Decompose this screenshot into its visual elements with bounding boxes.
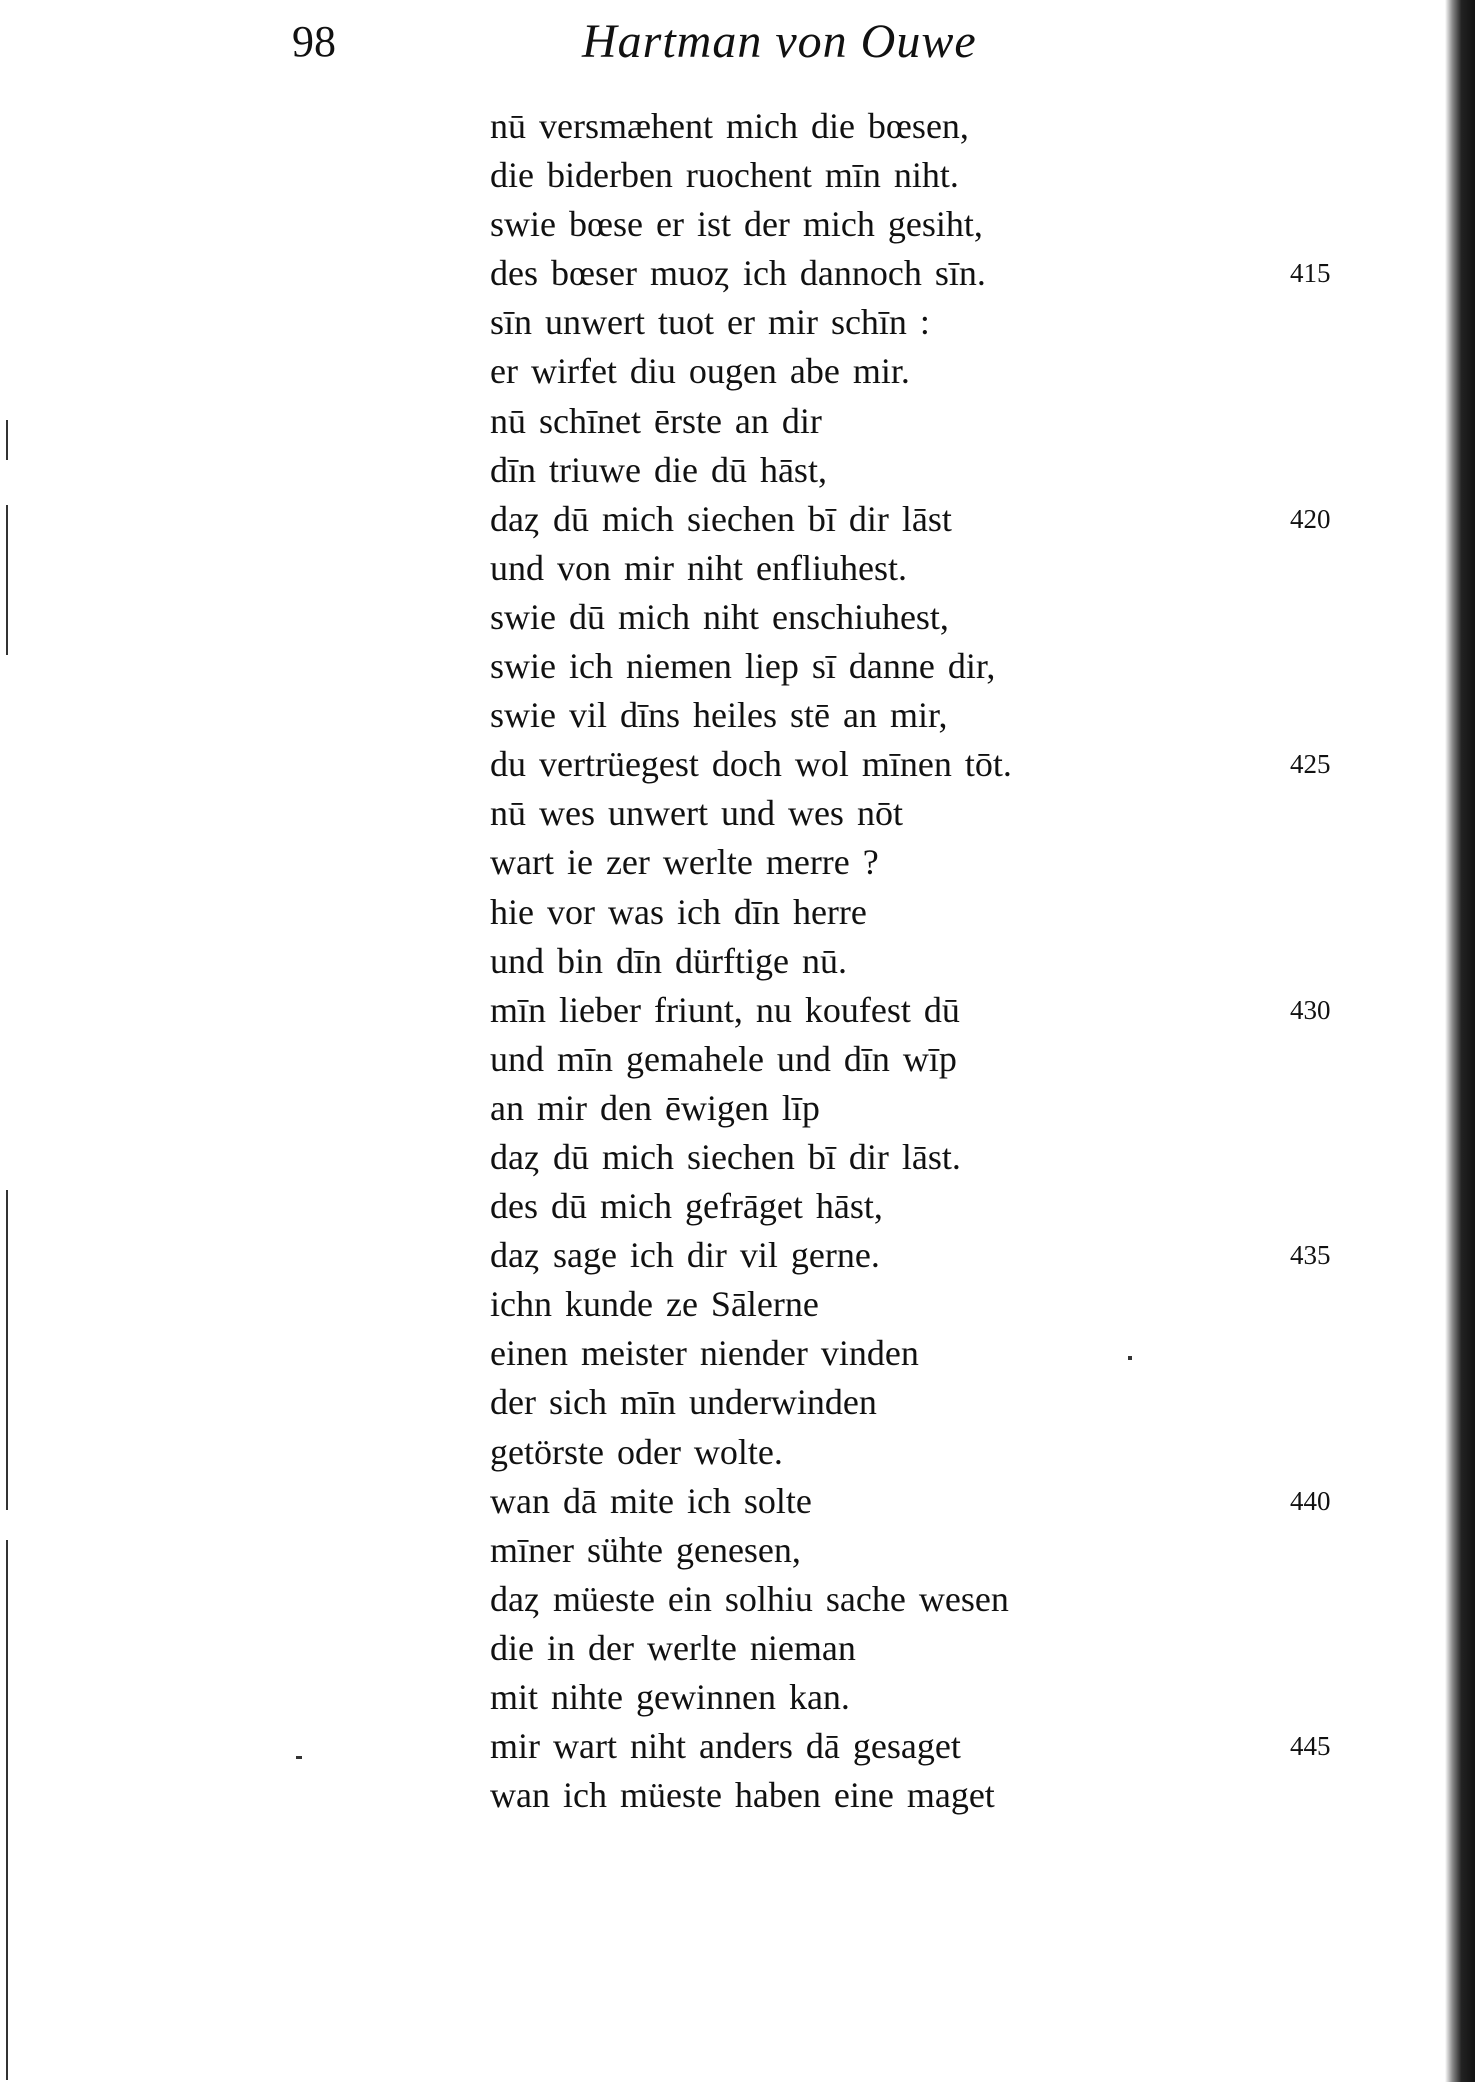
line-number-415: 415 xyxy=(1290,258,1331,289)
verse-line: mīn lieber friunt, nu koufest dū xyxy=(490,989,960,1030)
line-number-440: 440 xyxy=(1290,1485,1331,1516)
verse-line: wart ie zer werlte merre ? xyxy=(490,842,879,883)
verse-line: daȥ dū mich siechen bī dir lāst xyxy=(490,498,952,539)
verse-line: des bœser muoȥ ich dannoch sīn. xyxy=(490,253,986,294)
verse-line: mir wart niht anders dā gesaget xyxy=(490,1726,961,1767)
stray-dot xyxy=(296,1756,302,1759)
scan-mark xyxy=(6,1190,8,1510)
verse-line: du vertrüegest doch wol mīnen tōt. xyxy=(490,744,1012,785)
verse-line: er wirfet diu ougen abe mir. xyxy=(490,351,910,392)
line-number-430: 430 xyxy=(1290,994,1331,1025)
poem-text xyxy=(490,102,1210,1820)
verse-line: swie vil dīns heiles stē an mir, xyxy=(490,695,948,736)
verse-line: dīn triuwe die dū hāst, xyxy=(490,449,827,490)
verse-line: wan dā mite ich solte xyxy=(490,1480,812,1521)
verse-line: nū wes unwert und wes nōt xyxy=(490,793,903,834)
line-number-420: 420 xyxy=(1290,503,1331,534)
scan-edge-marks xyxy=(0,0,14,2082)
verse-line: an mir den ēwigen līp xyxy=(490,1087,820,1128)
verse-line: hie vor was ich dīn herre xyxy=(490,891,867,932)
verse-line: einen meister niender vinden xyxy=(490,1333,919,1374)
verse-line: sīn unwert tuot er mir schīn : xyxy=(490,302,930,343)
scan-mark xyxy=(6,1540,8,2080)
verse-line: mit nihte gewinnen kan. xyxy=(490,1677,850,1717)
verse-line: getörste oder wolte. xyxy=(490,1431,783,1472)
scan-mark xyxy=(6,505,8,655)
verse-line: ichn kunde ze Sālerne xyxy=(490,1284,819,1325)
verse-line: daȥ sage ich dir vil gerne. xyxy=(490,1235,880,1276)
verse-line: die in der werlte nieman xyxy=(490,1627,856,1668)
verse-line: mīner sühte genesen, xyxy=(490,1529,801,1570)
verse-line: der sich mīn underwinden xyxy=(490,1382,877,1423)
running-title: Hartman von Ouwe xyxy=(582,15,977,68)
verse-line: daȥ dū mich siechen bī dir lāst. xyxy=(490,1136,961,1177)
verse-line: die biderben ruochent mīn niht. xyxy=(490,155,959,196)
verse-line: wan ich müeste haben eine maget xyxy=(490,1775,995,1816)
verse-line: des dū mich gefrāget hāst, xyxy=(490,1186,883,1227)
line-number-435: 435 xyxy=(1290,1240,1331,1271)
line-number-425: 425 xyxy=(1290,749,1331,780)
scan-mark xyxy=(6,420,8,460)
verse-line: und mīn gemahele und dīn wīp xyxy=(490,1038,957,1079)
verse-line: nū versmæhent mich die bœsen, xyxy=(490,106,969,146)
verse-line: swie ich niemen liep sī danne dir, xyxy=(490,646,996,687)
verse-line: und von mir niht enfliuhest. xyxy=(490,547,907,588)
verse-line: nū schīnet ērste an dir xyxy=(490,400,822,441)
verse-line: swie bœse er ist der mich gesiht, xyxy=(490,204,983,245)
verse-line: und bin dīn dürftige nū. xyxy=(490,940,847,981)
verse-line: swie dū mich niht enschiuhest, xyxy=(490,596,949,637)
line-number-445: 445 xyxy=(1290,1731,1331,1762)
stray-dot xyxy=(1128,1356,1132,1360)
verse-line: daȥ müeste ein solhiu sache wesen xyxy=(490,1578,1009,1619)
scan-gutter-shadow xyxy=(1445,0,1475,2082)
page-number: 98 xyxy=(292,17,336,66)
